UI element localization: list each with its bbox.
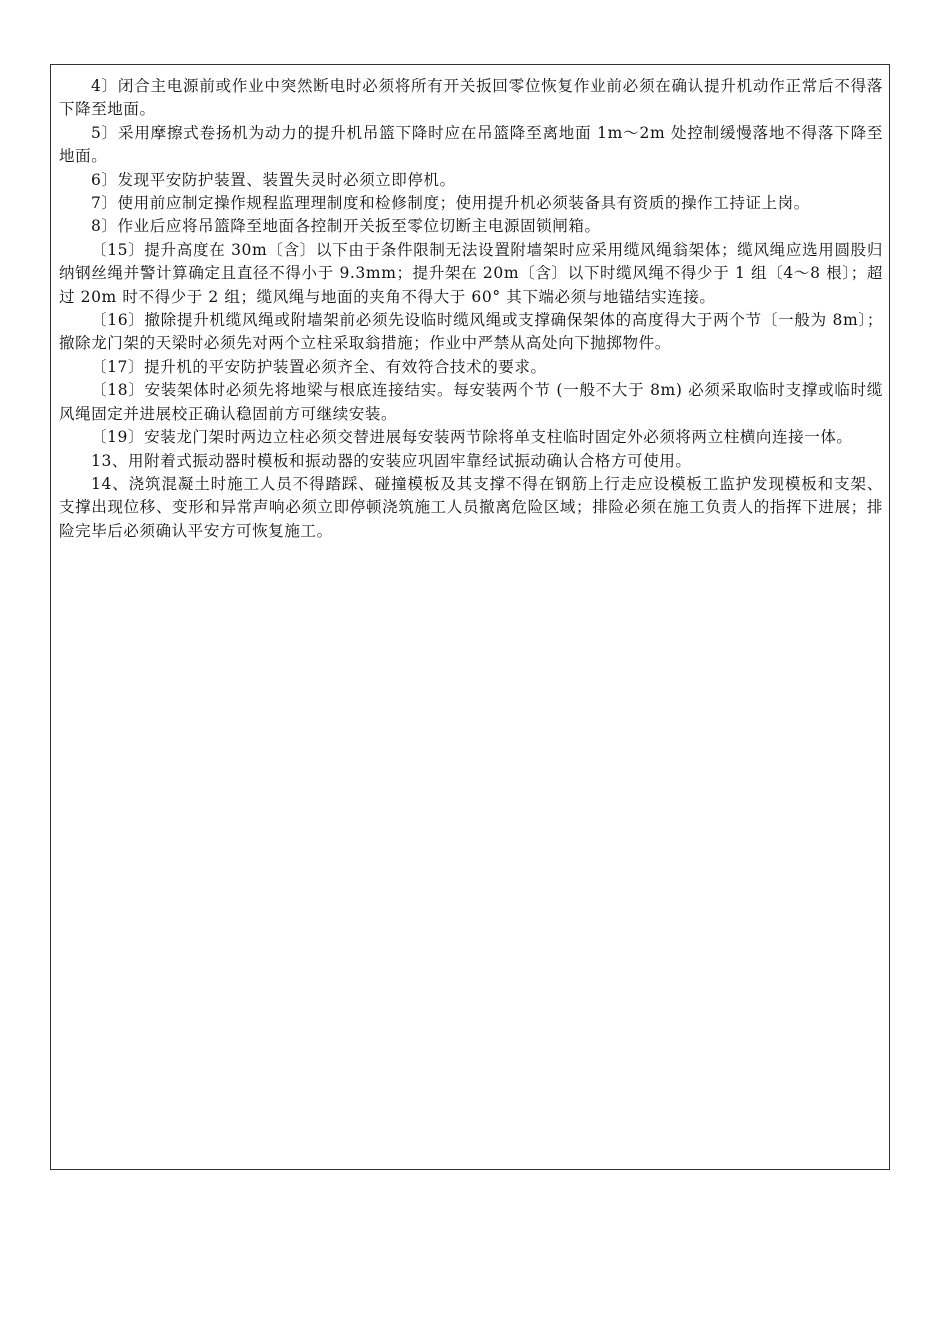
paragraph-item-8: 8〕作业后应将吊篮降至地面各控制开关扳至零位切断主电源固锁闸箱。 — [91, 217, 601, 236]
paragraph-item-5: 5〕采用摩擦式卷扬机为动力的提升机吊篮下降时应在吊篮降至离地面 1m～2m 处控制缓慢落地不得落下降至地面。 — [59, 123, 883, 166]
paragraph-section-13: 13、用附着式振动器时模板和振动器的安装应巩固牢靠经试振动确认合格方可使用。 — [91, 451, 692, 470]
document-table-cell — [50, 64, 890, 1170]
paragraph-item-18: 〔18〕安装架体时必须先将地梁与根底连接结实。每安装两个节 (一般不大于 8m) 必须采取临时支撑或临时缆风绳固定并进展校正确认稳固前方可继续安装。 — [59, 381, 883, 423]
paragraph-item-6: 6〕发现平安防护装置、装置失灵时必须立即停机。 — [91, 170, 456, 189]
paragraph-item-7: 7〕使用前应制定操作规程监理理制度和检修制度；使用提升机必须装备具有资质的操作工持证上岗。 — [91, 194, 810, 213]
paragraph-item-17: 〔17〕提升机的平安防护装置必须齐全、有效符合技术的要求。 — [91, 357, 547, 376]
paragraph-item-19: 〔19〕安装龙门架时两边立柱必须交替进展每安装两节除将单支柱临时固定外必须将两立柱横向连接一体。 — [91, 428, 853, 447]
paragraph-item-15: 〔15〕提升高度在 30m〔含〕以下由于条件限制无法设置附墙架时应采用缆风绳翁架体；缆风绳应选用圆股归纳钢丝绳并警计算确定且直径不得小于 9.3mm；提升架在 20m〔含〕以下时缆风绳不得少于 1 组〔4～8 根〕；超过 20m 时不得少于 2 组；缆风绳与地面的夹角不得大于 60° 其下端必须与地锚结实连接。 — [59, 240, 883, 306]
paragraph-item-4: 4〕闭合主电源前或作业中突然断电时必须将所有开关扳回零位恢复作业前必须在确认提升机动作正常后不得落下降至地面。 — [59, 77, 883, 119]
document-body — [59, 75, 883, 543]
paragraph-section-14: 14、浇筑混凝土时施工人员不得踏踩、碰撞模板及其支撑不得在钢筋上行走应设模板工监护发现模板和支架、支撑出现位移、变形和异常声响必须立即停顿浇筑施工人员撤离危险区域；排险必须在施工负责人的指挥下进展；排险完毕后必须确认平安方可恢复施工。 — [59, 474, 883, 540]
paragraph-item-16: 〔16〕撤除提升机缆风绳或附墙架前必须先设临时缆风绳或支撑确保架体的高度得大于两个节〔一般为 8m〕；撤除龙门架的天梁时必须先对两个立柱采取翁措施；作业中严禁从高处向下抛掷物件。 — [59, 311, 883, 353]
